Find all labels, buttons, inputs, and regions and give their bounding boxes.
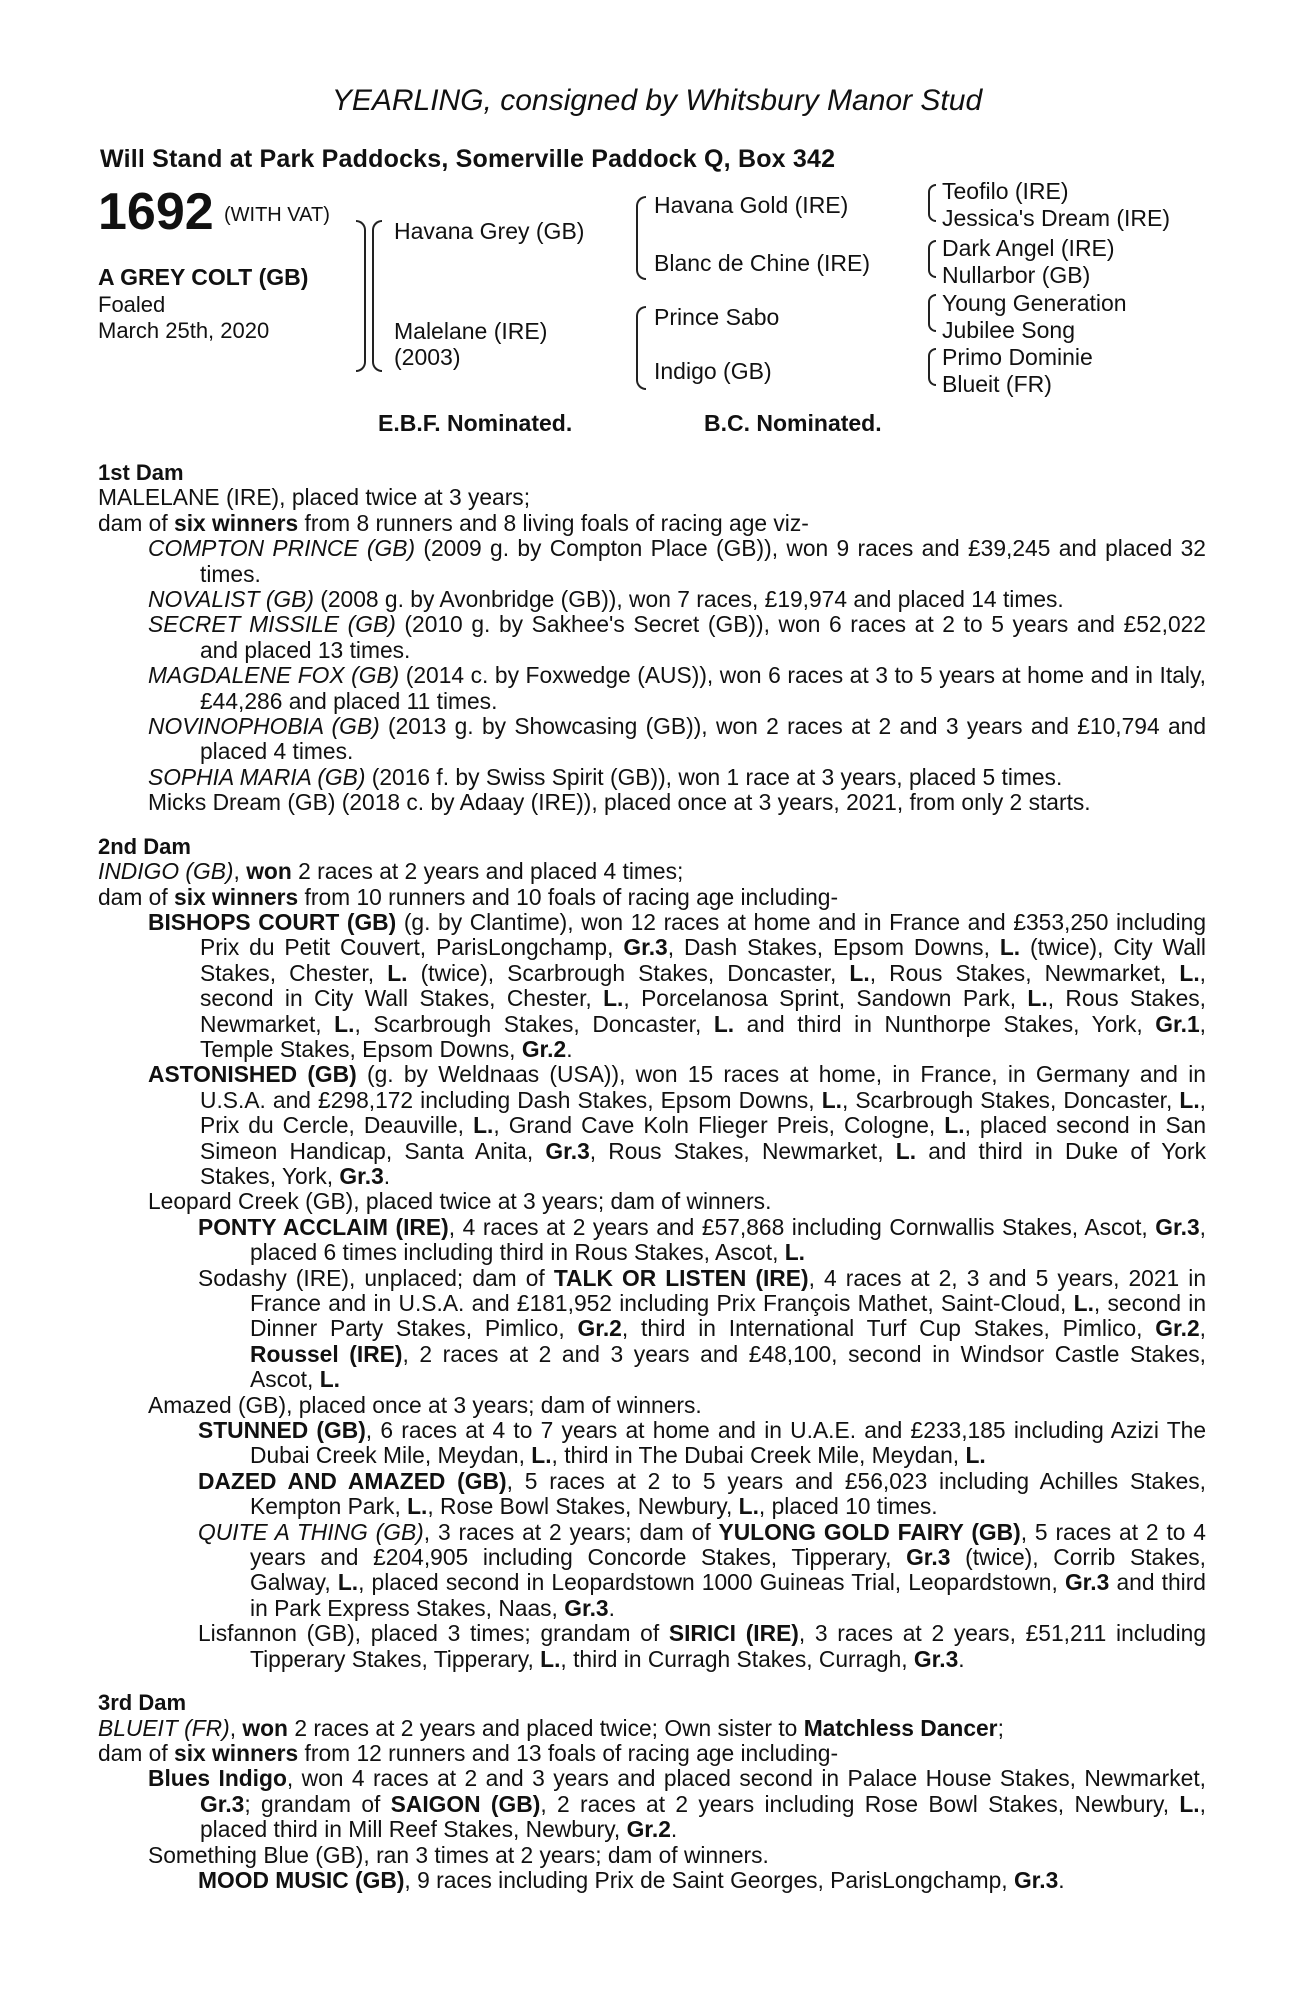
- second-dam-intro: INDIGO (GB), won 2 races at 2 years and placed 4 times;: [98, 858, 684, 885]
- pedigree-bracket-g1: [928, 184, 936, 222]
- first-dam-runner: SOPHIA MARIA (GB) (2016 f. by Swiss Spirit (GB)), won 1 race at 3 years, placed 5 times.: [148, 763, 1063, 790]
- produce-quite-a-thing: QUITE A THING (GB), 3 races at 2 years; dam of YULONG GOLD FAIRY (GB), 5 races at 2 to 4 years and £204,905 including Concorde Stakes, Tipperary, Gr.3 (twice), Corrib Stakes, Galway, L., placed second in Leopardstown 1000 Guineas Trial, Leopardstown, Gr.3 and third in Park Express Stakes, Naas, Gr.3.: [198, 1518, 1206, 1621]
- second-dam-runner-amazed: Amazed (GB), placed once at 3 years; dam of winners.: [148, 1391, 702, 1418]
- first-dam-produce-summary: dam of six winners from 8 runners and 8 living foals of racing age viz-: [98, 509, 809, 536]
- first-dam-runner: Micks Dream (GB) (2018 c. by Adaay (IRE)), placed once at 3 years, 2021, from only 2 starts.: [148, 789, 1091, 816]
- pedigree-g4: Nullarbor (GB): [942, 262, 1091, 288]
- first-dam-heading: 1st Dam: [98, 460, 184, 485]
- catalogue-title: YEARLING, consigned by Whitsbury Manor Stud: [331, 84, 983, 117]
- third-dam-runner-something-blue: Something Blue (GB), ran 3 times at 2 years; dam of winners.: [148, 1841, 769, 1868]
- pedigree-g7: Primo Dominie: [942, 344, 1093, 370]
- pedigree-bracket-sire: [636, 196, 646, 280]
- first-dam-runner: COMPTON PRINCE (GB) (2009 g. by Compton Place (GB)), won 9 races and £39,245 and placed 32 times.: [148, 535, 1206, 587]
- bc-nomination: B.C. Nominated.: [704, 410, 882, 436]
- produce-sodashy: Sodashy (IRE), unplaced; dam of TALK OR LISTEN (IRE), 4 races at 2, 3 and 5 years, 2021 in France and in U.S.A. and £181,952 including Prix François Mathet, Saint-Cloud, L., second in Dinner Party Stakes, Pimlico, Gr.2, third in International Turf Cup Stakes, Pimlico, Gr.2, Roussel (IRE), 2 races at 2 and 3 years and £48,100, second in Windsor Castle Stakes, Ascot, L.: [198, 1264, 1206, 1393]
- third-dam-produce-summary: dam of six winners from 12 runners and 13 foals of racing age including-: [98, 1739, 839, 1766]
- produce-mood-music: MOOD MUSIC (GB), 9 races including Prix de Saint Georges, ParisLongchamp, Gr.3.: [198, 1866, 1065, 1893]
- third-dam-runner-blues-indigo: Blues Indigo, won 4 races at 2 and 3 years and placed second in Palace House Stakes, Newmarket, Gr.3; grandam of SAIGON (GB), 2 races at 2 years including Rose Bowl Stakes, Newbury, L., placed third in Mill Reef Stakes, Newbury, Gr.2.: [148, 1765, 1206, 1843]
- pedigree-g1: Teofilo (IRE): [942, 178, 1069, 204]
- produce-ponty-acclaim: PONTY ACCLAIM (IRE), 4 races at 2 years and £57,868 including Cornwallis Stakes, Ascot, Gr.3, placed 6 times including third in Rous Stakes, Ascot, L.: [198, 1213, 1206, 1266]
- pedigree-g3: Dark Angel (IRE): [942, 235, 1115, 261]
- pedigree-bracket-g2: [928, 240, 936, 278]
- pedigree-g8: Blueit (FR): [942, 371, 1052, 397]
- second-dam-runner-leopard-creek: Leopard Creek (GB), placed twice at 3 years; dam of winners.: [148, 1188, 772, 1215]
- pedigree-g6: Jubilee Song: [942, 317, 1075, 343]
- vat-note: (WITH VAT): [224, 204, 330, 226]
- second-dam-heading: 2nd Dam: [98, 833, 191, 859]
- pedigree-dam-year: (2003): [394, 344, 461, 370]
- lot-description: A GREY COLT (GB): [98, 264, 309, 290]
- first-dam-runner: NOVALIST (GB) (2008 g. by Avonbridge (GB)), won 7 races, £19,974 and placed 14 times.: [148, 586, 1064, 613]
- first-dam-intro: MALELANE (IRE), placed twice at 3 years;: [98, 484, 531, 511]
- produce-stunned: STUNNED (GB), 6 races at 4 to 7 years at home and in U.A.E. and £233,185 including Azizi The Dubai Creek Mile, Meydan, L., third in The Dubai Creek Mile, Meydan, L.: [198, 1417, 1206, 1469]
- pedigree-dam: Malelane (IRE): [394, 318, 548, 344]
- lot-number: 1692: [98, 183, 214, 241]
- pedigree-bracket-dam: [636, 306, 646, 390]
- pedigree-bracket-main-left: [372, 220, 382, 372]
- pedigree-body: [98, 460, 1206, 1893]
- pedigree-g5: Young Generation: [942, 290, 1127, 316]
- second-dam-produce-summary: dam of six winners from 10 runners and 10 foals of racing age including-: [98, 883, 839, 910]
- pedigree-dam-dam: Indigo (GB): [654, 358, 772, 384]
- pedigree-bracket-g4: [928, 348, 936, 386]
- foaled-date: March 25th, 2020: [98, 318, 270, 343]
- pedigree-sire-sire: Havana Gold (IRE): [654, 192, 849, 218]
- pedigree-bracket-main-right: [356, 220, 366, 372]
- ebf-nomination: E.B.F. Nominated.: [378, 410, 573, 436]
- first-dam-runner: SECRET MISSILE (GB) (2010 g. by Sakhee's Secret (GB)), won 6 races at 2 to 5 years and £52,022 and placed 13 times.: [148, 611, 1206, 663]
- third-dam-heading: 3rd Dam: [98, 1690, 187, 1716]
- pedigree-g2: Jessica's Dream (IRE): [942, 205, 1171, 231]
- stand-location: Will Stand at Park Paddocks, Somerville Paddock Q, Box 342: [100, 145, 836, 173]
- second-dam-runner-astonished: ASTONISHED (GB) (g. by Weldnaas (USA)), won 15 races at home, in France, in Germany and in U.S.A. and £298,172 including Dash Stakes, Epsom Downs, L., Scarbrough Stakes, Doncaster, L., Prix du Cercle, Deauville, L., Grand Cave Koln Flieger Preis, Cologne, L., placed second in San Simeon Handicap, Santa Anita, Gr.3, Rous Stakes, Newmarket, L. and third in Duke of York Stakes, York, Gr.3.: [148, 1061, 1207, 1189]
- second-dam-runner-bishops-court: BISHOPS COURT (GB) (g. by Clantime), won 12 races at home and in France and £353,250 including Prix du Petit Couvert, ParisLongchamp, Gr.3, Dash Stakes, Epsom Downs, L. (twice), City Wall Stakes, Chester, L. (twice), Scarbrough Stakes, Doncaster, L., Rous Stakes, Newmarket, L., second in City Wall Stakes, Chester, L., Porcelanosa Sprint, Sandown Park, L., Rous Stakes, Newmarket, L., Scarbrough Stakes, Doncaster, L. and third in Nunthorpe Stakes, York, Gr.1, Temple Stakes, Epsom Downs, Gr.2.: [148, 908, 1207, 1062]
- produce-dazed-and-amazed: DAZED AND AMAZED (GB), 5 races at 2 to 5 years and £56,023 including Achilles Stakes, Kempton Park, L., Rose Bowl Stakes, Newbury, L., placed 10 times.: [198, 1467, 1207, 1520]
- foaled-label: Foaled: [98, 292, 166, 317]
- third-dam-intro: BLUEIT (FR), won 2 races at 2 years and placed twice; Own sister to Matchless Dancer;: [98, 1714, 1004, 1741]
- pedigree-sire: Havana Grey (GB): [394, 218, 585, 244]
- pedigree-dam-sire: Prince Sabo: [654, 304, 780, 330]
- pedigree-bracket-g3: [928, 294, 936, 332]
- produce-lisfannon: Lisfannon (GB), placed 3 times; grandam of SIRICI (IRE), 3 races at 2 years, £51,211 including Tipperary Stakes, Tipperary, L., third in Curragh Stakes, Curragh, Gr.3.: [198, 1620, 1207, 1672]
- first-dam-runner: NOVINOPHOBIA (GB) (2013 g. by Showcasing (GB)), won 2 races at 2 and 3 years and £10,794 and placed 4 times.: [148, 713, 1206, 765]
- first-dam-runner: MAGDALENE FOX (GB) (2014 c. by Foxwedge (AUS)), won 6 races at 3 to 5 years at home and in Italy, £44,286 and placed 11 times.: [148, 662, 1206, 714]
- pedigree-sire-dam: Blanc de Chine (IRE): [654, 250, 871, 276]
